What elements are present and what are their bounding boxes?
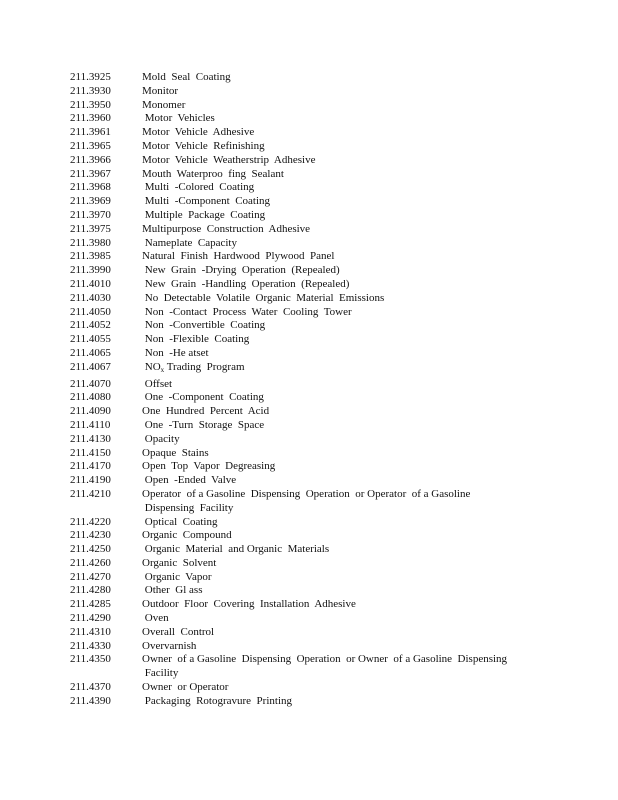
term-text — [142, 640, 590, 654]
section-number: 211.3965 — [70, 139, 111, 152]
term-line: Organic Compound — [142, 529, 232, 542]
term-text — [142, 529, 590, 543]
section-number: 211.3961 — [70, 126, 111, 139]
term-text — [142, 237, 590, 251]
section-number: 211.4067 — [70, 360, 111, 373]
term-line: Owner or Operator — [142, 681, 229, 694]
term-line: Optical Coating — [142, 515, 218, 528]
definition-entry — [70, 378, 590, 392]
term-text — [142, 488, 590, 516]
term-text — [142, 447, 590, 461]
term-line: Motor Vehicles — [142, 112, 215, 125]
term-line: Non -Flexible Coating — [142, 333, 250, 346]
term-line: Non -He atset — [142, 346, 209, 359]
section-number: 211.4260 — [70, 556, 111, 569]
section-number: 211.4290 — [70, 612, 111, 625]
term-text — [142, 278, 590, 292]
term-line: Natural Finish Hardwood Plywood Panel — [142, 250, 335, 263]
term-line: Overvarnish — [142, 639, 197, 652]
section-number: 211.4370 — [70, 681, 111, 694]
term-continuation-line: Dispensing Facility — [142, 501, 234, 514]
term-line: Non -Convertible Coating — [142, 319, 266, 332]
term-line: Monomer — [142, 98, 186, 111]
section-number: 211.3960 — [70, 112, 111, 125]
term-line: One -Component Coating — [142, 391, 264, 404]
term-text — [142, 209, 590, 223]
section-number: 211.4070 — [70, 377, 111, 390]
term-line: New Grain -Handling Operation (Repealed) — [142, 277, 350, 290]
term-text — [142, 361, 590, 378]
definition-entry — [70, 333, 590, 347]
term-text — [142, 557, 590, 571]
term-line: Multiple Package Coating — [142, 208, 266, 221]
term-text — [142, 126, 590, 140]
section-number: 211.3967 — [70, 167, 111, 180]
definition-entry — [70, 71, 590, 85]
term-text — [142, 154, 590, 168]
subscript: x — [160, 365, 165, 374]
term-line: Offset — [142, 377, 173, 390]
section-number: 211.4130 — [70, 432, 111, 445]
definition-entry — [70, 433, 590, 447]
term-text — [142, 695, 590, 709]
definition-entry — [70, 653, 590, 681]
definition-entry — [70, 85, 590, 99]
term-text — [142, 168, 590, 182]
section-number: 211.3990 — [70, 264, 111, 277]
section-number: 211.4270 — [70, 570, 111, 583]
section-number: 211.4230 — [70, 529, 111, 542]
definition-entry — [70, 640, 590, 654]
term-text — [142, 460, 590, 474]
section-number: 211.4210 — [70, 487, 111, 500]
term-line: Motor Vehicle Adhesive — [142, 126, 255, 139]
section-number: 211.4170 — [70, 460, 111, 473]
term-part: Trading Program — [164, 360, 245, 373]
term-text — [142, 474, 590, 488]
definition-entry — [70, 695, 590, 709]
term-text — [142, 391, 590, 405]
term-line: Organic Solvent — [142, 556, 217, 569]
term-text — [142, 85, 590, 99]
section-number: 211.3985 — [70, 250, 111, 263]
definition-entry — [70, 488, 590, 516]
definition-entry — [70, 391, 590, 405]
definition-entry — [70, 209, 590, 223]
definition-entry — [70, 112, 590, 126]
term-text — [142, 99, 590, 113]
term-text — [142, 223, 590, 237]
section-number: 211.4010 — [70, 277, 111, 290]
definition-entry — [70, 154, 590, 168]
section-number: 211.3975 — [70, 222, 111, 235]
definition-entry — [70, 557, 590, 571]
term-text — [142, 378, 590, 392]
section-number: 211.4390 — [70, 694, 111, 707]
term-text — [142, 112, 590, 126]
term-text — [142, 681, 590, 695]
term-text — [142, 319, 590, 333]
term-text — [142, 653, 590, 681]
section-number: 211.4150 — [70, 446, 111, 459]
definition-entry — [70, 584, 590, 598]
term-line: Organic Material and Organic Materials — [142, 543, 330, 556]
section-number: 211.4110 — [70, 418, 111, 431]
term-line: Overall Control — [142, 625, 215, 638]
term-line: Oven — [142, 612, 169, 625]
term-text — [142, 140, 590, 154]
term-line: Open Top Vapor Degreasing — [142, 460, 276, 473]
term-text — [142, 71, 590, 85]
term-text — [142, 516, 590, 530]
term-text — [142, 571, 590, 585]
definition-entry — [70, 126, 590, 140]
term-text — [142, 433, 590, 447]
definition-entry — [70, 99, 590, 113]
definition-entry — [70, 237, 590, 251]
section-number: 211.3925 — [70, 71, 111, 83]
definition-entry — [70, 264, 590, 278]
term-text — [142, 292, 590, 306]
term-line: Mold Seal Coating — [142, 71, 231, 83]
term-text — [142, 195, 590, 209]
section-number: 211.4055 — [70, 333, 111, 346]
term-part: NO — [142, 360, 161, 373]
section-number: 211.3970 — [70, 208, 111, 221]
term-text — [142, 250, 590, 264]
definition-entry — [70, 195, 590, 209]
section-number: 211.4285 — [70, 598, 111, 611]
definition-entry — [70, 626, 590, 640]
definition-entry — [70, 516, 590, 530]
definition-entry — [70, 543, 590, 557]
section-number: 211.4350 — [70, 653, 111, 666]
definition-entry — [70, 447, 590, 461]
section-number: 211.3969 — [70, 195, 111, 208]
term-line: Motor Vehicle Weatherstrip Adhesive — [142, 153, 316, 166]
term-line: Nameplate Capacity — [142, 236, 237, 249]
term-line: One -Turn Storage Space — [142, 418, 265, 431]
term-line: New Grain -Drying Operation (Repealed) — [142, 264, 340, 277]
term-line: Mouth Waterproo fing Sealant — [142, 167, 284, 180]
term-line: Non -Contact Process Water Cooling Tower — [142, 305, 352, 318]
definition-entry — [70, 571, 590, 585]
term-text — [142, 347, 590, 361]
term-line — [142, 361, 590, 378]
section-number: 211.3966 — [70, 153, 111, 166]
term-line: No Detectable Volatile Organic Material Emissions — [142, 291, 385, 304]
definition-entry — [70, 598, 590, 612]
definition-entry — [70, 474, 590, 488]
section-number: 211.4050 — [70, 305, 111, 318]
term-line: Motor Vehicle Refinishing — [142, 139, 265, 152]
section-number: 211.3980 — [70, 236, 111, 249]
term-text — [142, 543, 590, 557]
term-line: Organic Vapor — [142, 570, 212, 583]
section-number: 211.4280 — [70, 584, 111, 597]
section-number: 211.4090 — [70, 405, 111, 418]
term-line: Multipurpose Construction Adhesive — [142, 222, 311, 235]
definition-entry — [70, 419, 590, 433]
definition-entry — [70, 529, 590, 543]
term-line: Multi -Component Coating — [142, 195, 271, 208]
term-line: Owner of a Gasoline Dispensing Operation or Owner of a Gasoline Dispensing — [142, 653, 508, 666]
section-number: 211.4250 — [70, 543, 111, 556]
definition-entry — [70, 361, 590, 378]
term-line: Monitor — [142, 84, 179, 97]
definition-entry — [70, 278, 590, 292]
section-number: 211.3930 — [70, 84, 111, 97]
definition-entry — [70, 612, 590, 626]
section-number: 211.4052 — [70, 319, 111, 332]
section-number: 211.4080 — [70, 391, 111, 404]
term-text — [142, 306, 590, 320]
term-text — [142, 612, 590, 626]
term-continuation-line: Facility — [142, 667, 179, 680]
term-text — [142, 181, 590, 195]
term-text — [142, 584, 590, 598]
term-line: One Hundred Percent Acid — [142, 405, 270, 418]
term-line: Multi -Colored Coating — [142, 181, 255, 194]
term-text — [142, 405, 590, 419]
term-line: Opacity — [142, 432, 180, 445]
definition-entry — [70, 292, 590, 306]
definition-entry — [70, 460, 590, 474]
section-number: 211.4030 — [70, 291, 111, 304]
section-number: 211.4330 — [70, 639, 111, 652]
definition-entry — [70, 347, 590, 361]
term-text — [142, 264, 590, 278]
term-text — [142, 333, 590, 347]
term-text — [142, 419, 590, 433]
definition-entry — [70, 319, 590, 333]
term-line: Outdoor Floor Covering Installation Adhesive — [142, 598, 356, 611]
section-number: 211.4220 — [70, 515, 111, 528]
section-number: 211.4310 — [70, 625, 111, 638]
definition-entry — [70, 140, 590, 154]
definition-entry — [70, 250, 590, 264]
term-line: Packaging Rotogravure Printing — [142, 694, 293, 707]
section-number: 211.4065 — [70, 346, 111, 359]
definition-entry — [70, 168, 590, 182]
term-line: Other Gl ass — [142, 584, 203, 597]
term-text — [142, 626, 590, 640]
section-number: 211.3950 — [70, 98, 111, 111]
definitions-list — [70, 71, 590, 709]
definition-entry — [70, 681, 590, 695]
term-text — [142, 598, 590, 612]
section-number: 211.3968 — [70, 181, 111, 194]
definition-entry — [70, 306, 590, 320]
definition-entry — [70, 223, 590, 237]
definition-entry — [70, 181, 590, 195]
term-line: Opaque Stains — [142, 446, 209, 459]
term-line: Open -Ended Valve — [142, 474, 237, 487]
section-number: 211.4190 — [70, 474, 111, 487]
term-line: Operator of a Gasoline Dispensing Operation or Operator of a Gasoline — [142, 487, 471, 500]
definition-entry — [70, 405, 590, 419]
